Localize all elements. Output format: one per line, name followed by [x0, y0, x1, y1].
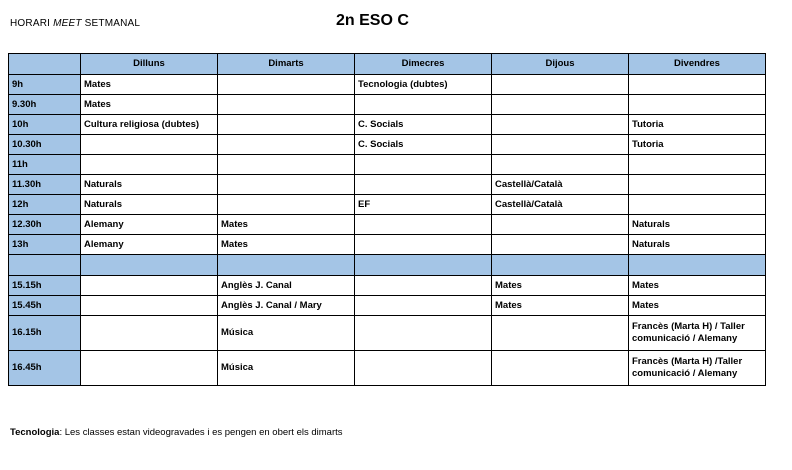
time-cell: 10.30h — [9, 135, 81, 155]
document-header — [10, 18, 140, 29]
table-row — [9, 115, 766, 135]
time-cell: 15.15h — [9, 276, 81, 296]
schedule-cell — [492, 155, 629, 175]
header-row — [9, 54, 766, 75]
schedule-cell: Mates — [81, 75, 218, 95]
time-cell: 15.45h — [9, 296, 81, 316]
table-row — [9, 155, 766, 175]
schedule-cell: Francès (Marta H) /Taller comunicació / Alemany — [629, 351, 766, 386]
time-cell — [9, 255, 81, 276]
schedule-cell — [218, 135, 355, 155]
schedule-cell — [218, 155, 355, 175]
schedule-cell: Mates — [81, 95, 218, 115]
table-row — [9, 135, 766, 155]
schedule-cell — [492, 351, 629, 386]
schedule-cell — [492, 95, 629, 115]
schedule-cell — [629, 95, 766, 115]
schedule-cell: Tutoria — [629, 115, 766, 135]
schedule-cell — [492, 135, 629, 155]
schedule-cell — [81, 155, 218, 175]
schedule-table — [8, 53, 766, 386]
table-row — [9, 215, 766, 235]
schedule-cell: Castellà/Català — [492, 195, 629, 215]
schedule-cell: Naturals — [629, 235, 766, 255]
schedule-cell: Anglès J. Canal / Mary — [218, 296, 355, 316]
schedule-cell: Mates — [492, 276, 629, 296]
time-cell: 12.30h — [9, 215, 81, 235]
schedule-cell — [355, 276, 492, 296]
schedule-cell: Naturals — [629, 215, 766, 235]
schedule-cell: C. Socials — [355, 115, 492, 135]
day-header: Dijous — [492, 54, 629, 75]
schedule-cell: Naturals — [81, 175, 218, 195]
time-cell: 11h — [9, 155, 81, 175]
schedule-cell — [81, 276, 218, 296]
table-row — [9, 351, 766, 386]
time-cell: 16.15h — [9, 316, 81, 351]
schedule-cell — [355, 95, 492, 115]
day-header: Dimecres — [355, 54, 492, 75]
schedule-cell — [81, 316, 218, 351]
schedule-cell — [355, 316, 492, 351]
schedule-cell: Mates — [629, 296, 766, 316]
schedule-cell — [492, 255, 629, 276]
time-cell: 12h — [9, 195, 81, 215]
footnote — [10, 427, 343, 438]
schedule-cell — [81, 296, 218, 316]
schedule-cell: Naturals — [81, 195, 218, 215]
schedule-cell — [355, 175, 492, 195]
time-cell: 9.30h — [9, 95, 81, 115]
time-cell: 13h — [9, 235, 81, 255]
time-cell: 16.45h — [9, 351, 81, 386]
schedule-cell: Música — [218, 316, 355, 351]
header-prefix: HORARI — [10, 18, 54, 29]
header-suffix: SETMANAL — [81, 18, 141, 29]
schedule-cell — [492, 316, 629, 351]
time-cell: 9h — [9, 75, 81, 95]
day-header: Divendres — [629, 54, 766, 75]
schedule-cell — [629, 155, 766, 175]
header-meet: MEET — [53, 18, 82, 29]
footnote-label: Tecnologia — [10, 427, 60, 438]
schedule-cell — [218, 95, 355, 115]
schedule-cell: Cultura religiosa (dubtes) — [81, 115, 218, 135]
schedule-cell — [629, 195, 766, 215]
table-row — [9, 75, 766, 95]
schedule-cell — [355, 235, 492, 255]
schedule-cell — [218, 115, 355, 135]
schedule-cell — [629, 255, 766, 276]
time-cell: 10h — [9, 115, 81, 135]
schedule-cell — [81, 351, 218, 386]
table-row — [9, 296, 766, 316]
schedule-cell — [355, 351, 492, 386]
schedule-cell: Alemany — [81, 215, 218, 235]
schedule-cell — [492, 215, 629, 235]
schedule-cell: Música — [218, 351, 355, 386]
time-cell: 11.30h — [9, 175, 81, 195]
schedule-cell — [492, 115, 629, 135]
page-title: 2n ESO C — [336, 12, 409, 29]
schedule-cell: Francès (Marta H) / Taller comunicació / Alemany — [629, 316, 766, 351]
schedule-cell: Alemany — [81, 235, 218, 255]
footnote-text: : Les classes estan videogravades i es pengen en obert els dimarts — [59, 427, 343, 438]
schedule-cell: Mates — [218, 215, 355, 235]
schedule-cell: EF — [355, 195, 492, 215]
schedule-cell — [355, 215, 492, 235]
schedule-cell: Tutoria — [629, 135, 766, 155]
schedule-cell: Castellà/Català — [492, 175, 629, 195]
schedule-cell: Anglès J. Canal — [218, 276, 355, 296]
schedule-cell: C. Socials — [355, 135, 492, 155]
schedule-cell — [629, 175, 766, 195]
schedule-cell — [629, 75, 766, 95]
schedule-cell — [218, 255, 355, 276]
schedule-cell — [81, 255, 218, 276]
table-row — [9, 175, 766, 195]
schedule-cell: Mates — [218, 235, 355, 255]
schedule-cell — [81, 135, 218, 155]
schedule-cell — [492, 75, 629, 95]
corner-cell — [9, 54, 81, 75]
schedule-cell: Mates — [492, 296, 629, 316]
schedule-cell — [218, 75, 355, 95]
day-header: Dilluns — [81, 54, 218, 75]
schedule-cell: Mates — [629, 276, 766, 296]
schedule-cell — [355, 255, 492, 276]
day-header: Dimarts — [218, 54, 355, 75]
schedule-cell — [218, 195, 355, 215]
schedule-cell — [355, 296, 492, 316]
table-row — [9, 195, 766, 215]
schedule-cell: Tecnologia (dubtes) — [355, 75, 492, 95]
table-row — [9, 95, 766, 115]
table-row — [9, 235, 766, 255]
schedule-cell — [218, 175, 355, 195]
table-row — [9, 316, 766, 351]
lunch-break-row — [9, 255, 766, 276]
schedule-cell — [492, 235, 629, 255]
schedule-cell — [355, 155, 492, 175]
table-row — [9, 276, 766, 296]
